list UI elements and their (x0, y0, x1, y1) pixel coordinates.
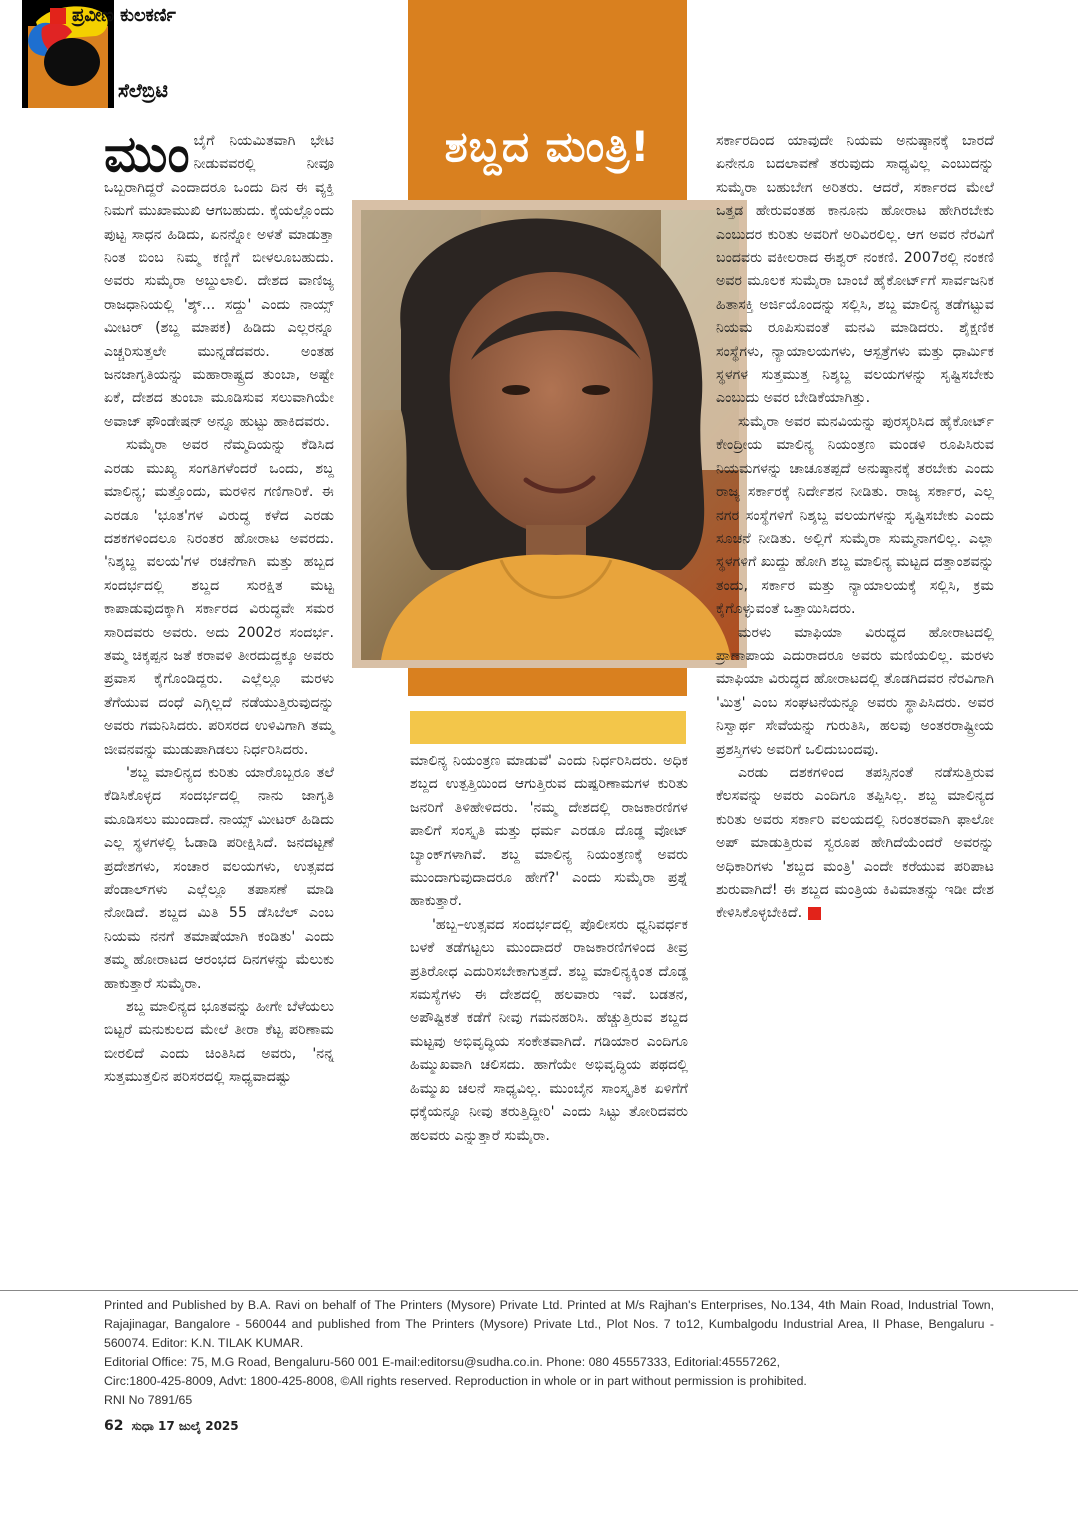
article-headline: ಶಬ್ದದ ಮಂತ್ರಿ! (444, 122, 651, 171)
portrait-illustration (361, 210, 739, 660)
article-column-1 (104, 124, 334, 1090)
imprint-text: Printed and Published by B.A. Ravi on behalf of The Printers (Mysore) Private Ltd. Printed at M/s Rajhan's Enterprises, No.134, 4th Main Road, Industrial Town, Rajajinagar, Bangalore - 560044 and published from The Printers (Mysore) Private Ltd., Plot Nos. 7 to12, Kumbalgodu Industrial Area, II Phase, Bengaluru - 560074. Editor: K.N. TILAK KUMAR. (104, 1298, 994, 1350)
paragraph: ಎರಡು ದಶಕಗಳಿಂದ ತಪಸ್ಸಿನಂತೆ ನಡೆಸುತ್ತಿರುವ ಕೆಲಸವನ್ನು ಅವರು ಎಂದಿಗೂ ತಪ್ಪಿಸಿಲ್ಲ. ಶಬ್ದ ಮಾಲಿನ್ಯದ ಕುರಿತು ಅವರು ಸರ್ಕಾರಿ ವಲಯದಲ್ಲಿ ನಿರಂತರವಾಗಿ ಫಾಲೋ ಅಪ್ ಮಾಡುತ್ತಿರುವ ಸ್ವರೂಪ ಹೇಗಿದೆಯೆಂದರೆ ಅವರನ್ನು ಅಧಿಕಾರಿಗಳು 'ಶಬ್ದದ ಮಂತ್ರಿ' ಎಂದೇ ಕರೆಯುವ ಪರಿಪಾಟ ಶುರುವಾಗಿದೆ! ಈ ಶಬ್ದದ ಮಂತ್ರಿಯ ಕಿವಿಮಾತನ್ನು ಇಡೀ ದೇಶ ಕೇಳಿಸಿಕೊಳ್ಳಬೇಕಿದೆ. (716, 764, 994, 922)
paragraph: ಸುಮೈರಾ ಅವರ ನೆಮ್ಮದಿಯನ್ನು ಕೆಡಿಸಿದ ಎರಡು ಮುಖ್ಯ ಸಂಗತಿಗಳೆಂದರೆ ಒಂದು, ಶಬ್ದ ಮಾಲಿನ್ಯ; ಮತ್ತೊಂದು, ಮರಳಿನ ಗಣಿಗಾರಿಕೆ. ಈ ಎರಡೂ 'ಭೂತ'ಗಳ ವಿರುದ್ಧ ಕಳೆದ ಎರಡು ದಶಕಗಳಿಂದಲೂ ನಿರಂತರ ಹೋರಾಟ ಅವರದು. 'ನಿಶ್ಶಬ್ದ ವಲಯ'ಗಳ ರಚನೆಗಾಗಿ ಮತ್ತು ಹಬ್ಬದ ಸಂದರ್ಭದಲ್ಲಿ ಶಬ್ದದ ಸುರಕ್ಷಿತ ಮಟ್ಟ ಕಾಪಾಡುವುದಕ್ಕಾಗಿ ಸರ್ಕಾರದ ವಿರುದ್ಧವೇ ಸಮರ ಸಾರಿದವರು ಅವರು. ಅದು 2002ರ ಸಂದರ್ಭ. ತಮ್ಮ ಚಿಕ್ಕಪ್ಪನ ಜತೆ ಕರಾವಳಿ ತೀರದುದ್ದಕ್ಕೂ ಅವರು ಪ್ರವಾಸ ಕೈಗೊಂಡಿದ್ದರು. ಎಲ್ಲೆಲ್ಲೂ ಮರಳು ತೆಗೆಯುವ ದಂಧೆ ಎಗ್ಗಿಲ್ಲದೆ ನಡೆಯುತ್ತಿರುವುದನ್ನು ಅವರು ಗಮನಿಸಿದರು. ಪರಿಸರದ ಉಳಿವಿಗಾಗಿ ತಮ್ಮ ಜೀವನವನ್ನು ಮುಡುಪಾಗಿಡಲು ನಿರ್ಧರಿಸಿದರು. (104, 437, 334, 758)
drop-cap: ಮುಂ (104, 124, 190, 183)
end-mark (808, 907, 821, 920)
section-label: ಸೆಲೆಬ್ರಿಟಿ (118, 80, 168, 102)
contact-rights: Circ:1800-425-8009, Advt: 1800-425-8008, ©All rights reserved. Reproduction in whole or in part without permission is prohibited. (104, 1374, 807, 1388)
issue-date: ಸುಧಾ 17 ಜುಲೈ 2025 (131, 1419, 239, 1433)
paragraph: ಸರ್ಕಾರದಿಂದ ಯಾವುದೇ ನಿಯಮ ಅನುಷ್ಠಾನಕ್ಕೆ ಬಾರದೆ ಏನೇನೂ ಬದಲಾವಣೆ ತರುವುದು ಸಾಧ್ಯವಿಲ್ಲ ಎಂಬುದನ್ನು ಸುಮೈರಾ ಬಹುಬೇಗ ಅರಿತರು. ಆದರೆ, ಸರ್ಕಾರದ ಮೇಲೆ ಒತ್ತಡ ಹೇರುವಂತಹ ಕಾನೂನು ಹೋರಾಟ ಹೇಗಿರಬೇಕು ಎಂಬುದರ ಕುರಿತು ಅವರಿಗೆ ಅರಿವಿರಲಿಲ್ಲ. ಆಗ ಅವರ ನೆರವಿಗೆ ಬಂದವರು ವಕೀಲರಾದ ಈಶ್ವರ್ ನಂಕಣಿ. 2007ರಲ್ಲಿ ನಂಕಣಿ ಅವರ ಮೂಲಕ ಸುಮೈರಾ ಬಾಂಬೆ ಹೈಕೋರ್ಟ್‌ಗೆ ಸಾರ್ವಜನಿಕ ಹಿತಾಸಕ್ತಿ ಅರ್ಜಿಯೊಂದನ್ನು ಸಲ್ಲಿಸಿ, ಶಬ್ದ ಮಾಲಿನ್ಯ ತಡೆಗಟ್ಟುವ ನಿಯಮ ರೂಪಿಸುವಂತೆ ಮನವಿ ಮಾಡಿದರು. ಶೈಕ್ಷಣಿಕ ಸಂಸ್ಥೆಗಳು, ನ್ಯಾಯಾಲಯಗಳು, ಆಸ್ಪತ್ರೆಗಳು ಮತ್ತು ಧಾರ್ಮಿಕ ಸ್ಥಳಗಳ ಸುತ್ತಮುತ್ತ ನಿಶ್ಶಬ್ದ ವಲಯಗಳನ್ನು ಸೃಷ್ಟಿಸಬೇಕು ಎಂಬುದು ಅವರ ಬೇಡಿಕೆಯಾಗಿತ್ತು. (716, 133, 994, 407)
paragraph: ಸುಮೈರಾ ಅವರ ಮನವಿಯನ್ನು ಪುರಸ್ಕರಿಸಿದ ಹೈಕೋರ್ಟ್ ಕೇಂದ್ರೀಯ ಮಾಲಿನ್ಯ ನಿಯಂತ್ರಣ ಮಂಡಳಿ ರೂಪಿಸಿರುವ ನಿಯಮಗಳನ್ನು ಚಾಚೂತಪ್ಪದೆ ಅನುಷ್ಠಾನಕ್ಕೆ ತರಬೇಕು ಎಂದು ರಾಜ್ಯ ಸರ್ಕಾರಕ್ಕೆ ನಿರ್ದೇಶನ ನೀಡಿತು. ರಾಜ್ಯ ಸರ್ಕಾರ, ಎಲ್ಲ ನಗರ ಸಂಸ್ಥೆಗಳಿಗೆ ನಿಶ್ಶಬ್ದ ವಲಯಗಳನ್ನು ಸೃಷ್ಟಿಸಬೇಕು ಎಂದು ಸೂಚನೆ ನೀಡಿತು. ಅಲ್ಲಿಗೆ ಸುಮೈರಾ ಸುಮ್ಮನಾಗಲಿಲ್ಲ. ಎಲ್ಲಾ ಸ್ಥಳಗಳಿಗೆ ಖುದ್ದು ಹೋಗಿ ಶಬ್ದ ಮಾಲಿನ್ಯ ಮಟ್ಟದ ದತ್ತಾಂಶವನ್ನು ತಂದು, ಸರ್ಕಾರ ಮತ್ತು ನ್ಯಾಯಾಲಯಕ್ಕೆ ಸಲ್ಲಿಸಿ, ಕ್ರಮ ಕೈಗೊಳ್ಳುವಂತೆ ಒತ್ತಾಯಿಸಿದರು. (716, 413, 994, 618)
paragraph: ಶಬ್ದ ಮಾಲಿನ್ಯದ ಭೂತವನ್ನು ಹೀಗೇ ಬೆಳೆಯಲು ಬಿಟ್ಟರೆ ಮನುಕುಲದ ಮೇಲೆ ತೀರಾ ಕೆಟ್ಟ ಪರಿಣಾಮ ಬೀರಲಿದೆ ಎಂದು ಚಿಂತಿಸಿದ ಅವರು, 'ನನ್ನ ಸುತ್ತಮುತ್ತಲಿನ ಪರಿಸರದಲ್ಲಿ ಸಾಧ್ಯವಾದಷ್ಟು (104, 999, 334, 1086)
paragraph: 'ಹಬ್ಬ–ಉತ್ಸವದ ಸಂದರ್ಭದಲ್ಲಿ ಪೊಲೀಸರು ಧ್ವನಿವರ್ಧಕ ಬಳಕೆ ತಡೆಗಟ್ಟಲು ಮುಂದಾದರೆ ರಾಜಕಾರಣಿಗಳಿಂದ ತೀವ್ರ ಪ್ರತಿರೋಧ ಎದುರಿಸಬೇಕಾಗುತ್ತದೆ. ಶಬ್ದ ಮಾಲಿನ್ಯಕ್ಕಿಂತ ದೊಡ್ಡ ಸಮಸ್ಯೆಗಳು ಈ ದೇಶದಲ್ಲಿ ಹಲವಾರು ಇವೆ. ಬಡತನ, ಅಪೌಷ್ಟಿಕತೆ ಕಡೆಗೆ ನೀವು ಗಮನಹರಿಸಿ. ಹೆಚ್ಚುತ್ತಿರುವ ಶಬ್ದದ ಮಟ್ಟವು ಅಭಿವೃದ್ಧಿಯ ಸಂಕೇತವಾಗಿದೆ. ಗಡಿಯಾರ ಎಂದಿಗೂ ಹಿಮ್ಮುಖವಾಗಿ ಚಲಿಸದು. ಹಾಗೆಯೇ ಅಭಿವೃದ್ಧಿಯ ಪಥದಲ್ಲಿ ಹಿಮ್ಮುಖ ಚಲನೆ ಸಾಧ್ಯವಿಲ್ಲ. ಮುಂಬೈನ ಸಾಂಸ್ಕೃತಿಕ ಏಳಿಗೆಗೆ ಧಕ್ಕೆಯನ್ನೂ ನೀವು ತರುತ್ತಿದ್ದೀರಿ' ಎಂದು ಸಿಟ್ಟು ತೋರಿದವರು ಹಲವರು ಎನ್ನುತ್ತಾರೆ ಸುಮೈರಾ. (410, 916, 688, 1144)
paragraph: ಮುಂಬೈಗೆ ನಿಯಮಿತವಾಗಿ ಭೇಟಿ ನೀಡುವವರಲ್ಲಿ ನೀವೂ ಒಬ್ಬರಾಗಿದ್ದರೆ ಎಂದಾದರೂ ಒಂದು ದಿನ ಈ ವ್ಯಕ್ತಿ ನಿಮಗೆ ಮುಖಾಮುಖಿ ಆಗಬಹುದು. ಕೈಯಲ್ಲೊಂದು ಪುಟ್ಟ ಸಾಧನ ಹಿಡಿದು, ಏನನ್ನೋ ಅಳತೆ ಮಾಡುತ್ತಾ ನಿಂತ ಬಿಂಬ ನಿಮ್ಮ ಕಣ್ಣಿಗೆ ಬೀಳಲೂಬಹುದು. ಅವರು ಸುಮೈರಾ ಅಬ್ದುಲಾಲಿ. ದೇಶದ ವಾಣಿಜ್ಯ ರಾಜಧಾನಿಯಲ್ಲಿ 'ಶ್ಶ್... ಸದ್ದು' ಎಂದು ನಾಯ್ಸ್ ಮೀಟರ್ (ಶಬ್ದ ಮಾಪಕ) ಹಿಡಿದು ಎಲ್ಲರನ್ನೂ ಎಚ್ಚರಿಸುತ್ತಲೇ ಮುನ್ನಡೆದವರು. ಅಂತಹ ಜನಜಾಗೃತಿಯನ್ನು ಮಹಾರಾಷ್ಟ್ರದ ತುಂಬಾ, ಅಷ್ಟೇ ಏಕೆ, ದೇಶದ ತುಂಬಾ ಮೂಡಿಸುವ ಸಲುವಾಗಿಯೇ ಅವಾಜ್ ಫೌಂಡೇಷನ್ ಅನ್ನೂ ಹುಟ್ಟು ಹಾಕಿದವರು. (104, 124, 334, 430)
portrait-photo (361, 210, 739, 660)
editorial-office: Editorial Office: 75, M.G Road, Bengaluru-560 001 E-mail:editorsu@sudha.co.in. Phone: 080 45557333, Editorial:45557262, (104, 1355, 781, 1369)
byline-marker (50, 8, 66, 24)
footer-divider (0, 1290, 1078, 1291)
paragraph: ಮಾಲಿನ್ಯ ನಿಯಂತ್ರಣ ಮಾಡುವೆ' ಎಂದು ನಿರ್ಧರಿಸಿದರು. ಅಧಿಕ ಶಬ್ದದ ಉತ್ಪತ್ತಿಯಿಂದ ಆಗುತ್ತಿರುವ ದುಷ್ಪರಿಣಾಮಗಳ ಕುರಿತು ಜನರಿಗೆ ತಿಳಿಹೇಳಿದರು. 'ನಮ್ಮ ದೇಶದಲ್ಲಿ ರಾಜಕಾರಣಿಗಳ ಪಾಲಿಗೆ ಸಂಸ್ಕೃತಿ ಮತ್ತು ಧರ್ಮ ಎರಡೂ ದೊಡ್ಡ ವೋಟ್ ಬ್ಯಾಂಕ್‌ಗಳಾಗಿವೆ. ಶಬ್ದ ಮಾಲಿನ್ಯ ನಿಯಂತ್ರಣಕ್ಕೆ ಅವರು ಮುಂದಾಗುವುದಾದರೂ ಹೇಗೆ?' ಎಂದು ಸುಮೈರಾ ಪ್ರಶ್ನೆ ಹಾಕುತ್ತಾರೆ. (410, 753, 688, 910)
byline-bar (410, 711, 686, 744)
paragraph: 'ಶಬ್ದ ಮಾಲಿನ್ಯದ ಕುರಿತು ಯಾರೊಬ್ಬರೂ ತಲೆ ಕೆಡಿಸಿಕೊಳ್ಳದ ಸಂದರ್ಭದಲ್ಲಿ ನಾನು ಜಾಗೃತಿ ಮೂಡಿಸಲು ಮುಂದಾದೆ. ನಾಯ್ಸ್ ಮೀಟರ್ ಹಿಡಿದು ಎಲ್ಲ ಸ್ಥಳಗಳಲ್ಲಿ ಓಡಾಡಿ ಪರೀಕ್ಷಿಸಿದೆ. ಜನದಟ್ಟಣೆ ಪ್ರದೇಶಗಳು, ಸಂಚಾರ ವಲಯಗಳು, ಉತ್ಸವದ ಪೆಂಡಾಲ್‌ಗಳು ಎಲ್ಲೆಲ್ಲೂ ತಪಾಸಣೆ ಮಾಡಿ ನೋಡಿದೆ. ಶಬ್ದದ ಮಿತಿ 55 ಡೆಸಿಬೆಲ್ ಎಂಬ ನಿಯಮ ನನಗೆ ತಮಾಷೆಯಾಗಿ ಕಂಡಿತು' ಎಂದು ತಮ್ಮ ಹೋರಾಟದ ಆರಂಭದ ದಿನಗಳನ್ನು ಮೆಲುಕು ಹಾಕುತ್ತಾರೆ ಸುಮೈರಾ. (104, 764, 334, 992)
paragraph: ಮರಳು ಮಾಫಿಯಾ ವಿರುದ್ಧದ ಹೋರಾಟದಲ್ಲಿ ಪ್ರಾಣಾಪಾಯ ಎದುರಾದರೂ ಅವರು ಮಣಿಯಲಿಲ್ಲ. ಮರಳು ಮಾಫಿಯಾ ವಿರುದ್ಧದ ಹೋರಾಟದಲ್ಲಿ ತೊಡಗಿದವರ ನೆರವಿಗಾಗಿ 'ಮಿತ್ರ' ಎಂಬ ಸಂಘಟನೆಯನ್ನೂ ಅವರು ಸ್ಥಾಪಿಸಿದರು. ಅವರ ನಿಸ್ವಾರ್ಥ ಸೇವೆಯನ್ನು ಗುರುತಿಸಿ, ಹಲವು ಅಂತರರಾಷ್ಟ್ರೀಯ ಪ್ರಶಸ್ತಿಗಳು ಅವರಿಗೆ ಒಲಿದುಬಂದವು. (716, 624, 994, 758)
page-folio (104, 1418, 239, 1434)
article-column-2 (410, 750, 688, 1148)
article-column-3 (716, 130, 994, 926)
byline-author: ಪ್ರವೀಣ ಕುಲಕರ್ಣಿ (72, 5, 176, 26)
page-number: 62 (104, 1418, 124, 1434)
rni-number: RNI No 7891/65 (104, 1393, 193, 1407)
